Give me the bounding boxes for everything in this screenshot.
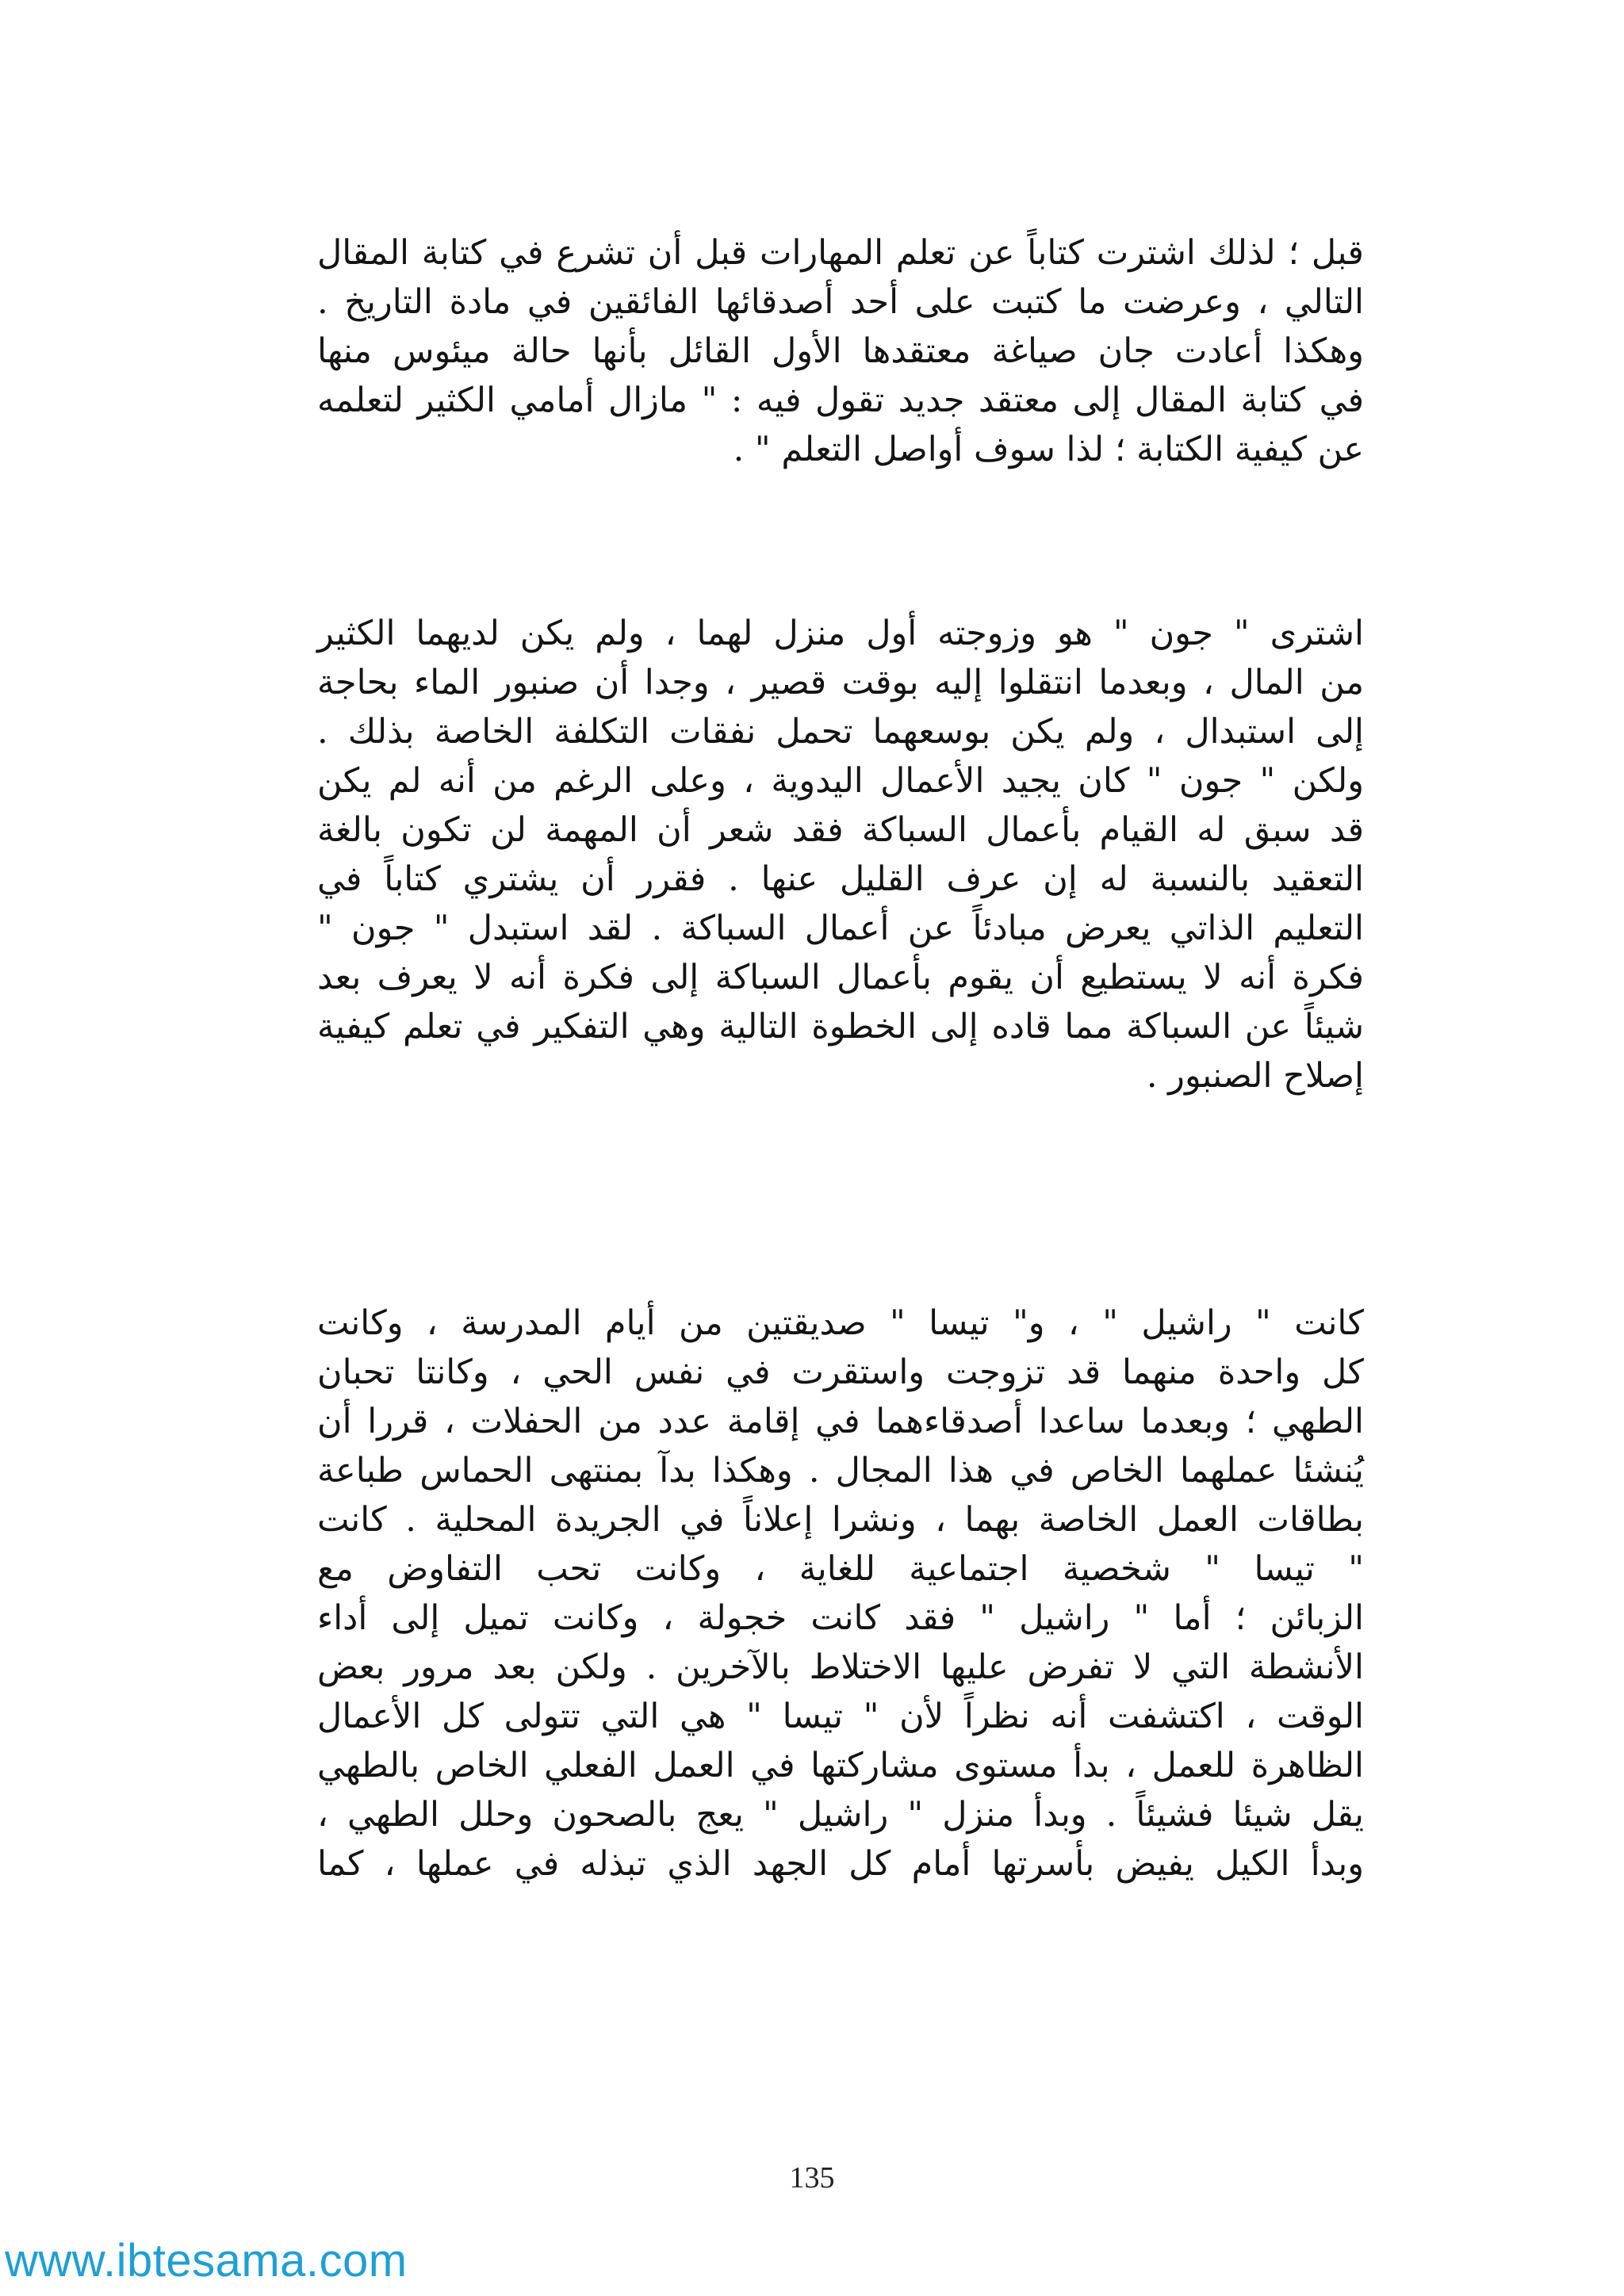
text-line: فكرة أنه لا يستطيع أن يقوم بأعمال السباكة إلى فكرة أنه لا يعرف بعد bbox=[317, 958, 1364, 997]
text-line: وبدأ الكيل يفيض بأسرتها أمام كل الجهد الذي تبذله في عملها ، كما bbox=[317, 1844, 1364, 1884]
page-number: 135 bbox=[789, 2161, 835, 2195]
text-line: إصلاح الصنبور . bbox=[1146, 1056, 1364, 1096]
text-line: الوقت ، اكتشفت أنه نظراً لأن " تيسا " هي التي تتولى كل الأعمال bbox=[317, 1697, 1364, 1736]
text-line: " تيسا " شخصية اجتماعية للغاية ، وكانت تحب التفاوض مع bbox=[317, 1549, 1364, 1589]
paragraph-2 bbox=[317, 609, 1364, 1100]
text-line: التالي ، وعرضت ما كتبت على أحد أصدقائها الفائقين في مادة التاريخ . bbox=[317, 282, 1364, 322]
text-line: كل واحدة منهما قد تزوجت واستقرت في نفس الحي ، وكانتا تحبان bbox=[317, 1353, 1364, 1392]
text-line: التعليم الذاتي يعرض مبادئاً عن أعمال السباكة . لقد استبدل " جون " bbox=[317, 909, 1364, 948]
text-line: من المال ، وبعدما انتقلوا إليه بوقت قصير ، وجدا أن صنبور الماء بحاجة bbox=[317, 663, 1364, 702]
text-line: التعقيد بالنسبة له إن عرف القليل عنها . فقرر أن يشتري كتاباً في bbox=[317, 859, 1364, 899]
text-line: شيئاً عن السباكة مما قاده إلى الخطوة التالية وهي التفكير في تعلم كيفية bbox=[317, 1007, 1364, 1047]
text-line: اشترى " جون " هو وزوجته أول منزل لهما ، ولم يكن لديهما الكثير bbox=[317, 614, 1364, 653]
text-line: عن كيفية الكتابة ؛ لذا سوف أواصل التعلم " . bbox=[733, 430, 1364, 469]
text-line: الأنشطة التي لا تفرض عليها الاختلاط بالآخرين . ولكن بعد مرور بعض bbox=[317, 1647, 1364, 1687]
text-line: ولكن " جون " كان يجيد الأعمال اليدوية ، وعلى الرغم من أنه لم يكن bbox=[317, 761, 1364, 801]
text-line: يُنشئا عملهما الخاص في هذا المجال . وهكذا بدآ بمنتهى الحماس طباعة bbox=[317, 1451, 1364, 1490]
text-line: وهكذا أعادت جان صياغة معتقدها الأول القائل بأنها حالة ميئوس منها bbox=[317, 331, 1364, 371]
text-line: كانت " راشيل " ، و" تيسا " صديقتين من أيام المدرسة ، وكانت bbox=[317, 1303, 1364, 1343]
text-line: الزبائن ؛ أما " راشيل " فقد كانت خجولة ، وكانت تميل إلى أداء bbox=[317, 1598, 1364, 1638]
text-line: قد سبق له القيام بأعمال السباكة فقد شعر أن المهمة لن تكون بالغة bbox=[317, 810, 1364, 850]
text-line: إلى استبدال ، ولم يكن بوسعهما تحمل نفقات التكلفة الخاصة بذلك . bbox=[317, 712, 1364, 752]
paragraph-3 bbox=[317, 1299, 1364, 1888]
text-line: قبل ؛ لذلك اشترت كتاباً عن تعلم المهارات قبل أن تشرع في كتابة المقال bbox=[317, 233, 1364, 273]
text-line: الظاهرة للعمل ، بدأ مستوى مشاركتها في العمل الفعلي الخاص بالطهي bbox=[317, 1746, 1364, 1785]
text-line: الطهي ؛ وبعدما ساعدا أصدقاءهما في إقامة عدد من الحفلات ، قررا أن bbox=[317, 1402, 1364, 1441]
watermark-url[interactable]: www.ibtesama.com bbox=[5, 2235, 408, 2286]
text-line: يقل شيئا فشيئاً . وبدأ منزل " راشيل " يعج بالصحون وحلل الطهي ، bbox=[317, 1795, 1364, 1835]
text-line: في كتابة المقال إلى معتقد جديد تقول فيه : " مازال أمامي الكثير لتعلمه bbox=[317, 381, 1364, 420]
paragraph-1 bbox=[317, 228, 1364, 474]
text-line: بطاقات العمل الخاصة بهما ، ونشرا إعلاناً في الجريدة المحلية . كانت bbox=[317, 1500, 1364, 1540]
